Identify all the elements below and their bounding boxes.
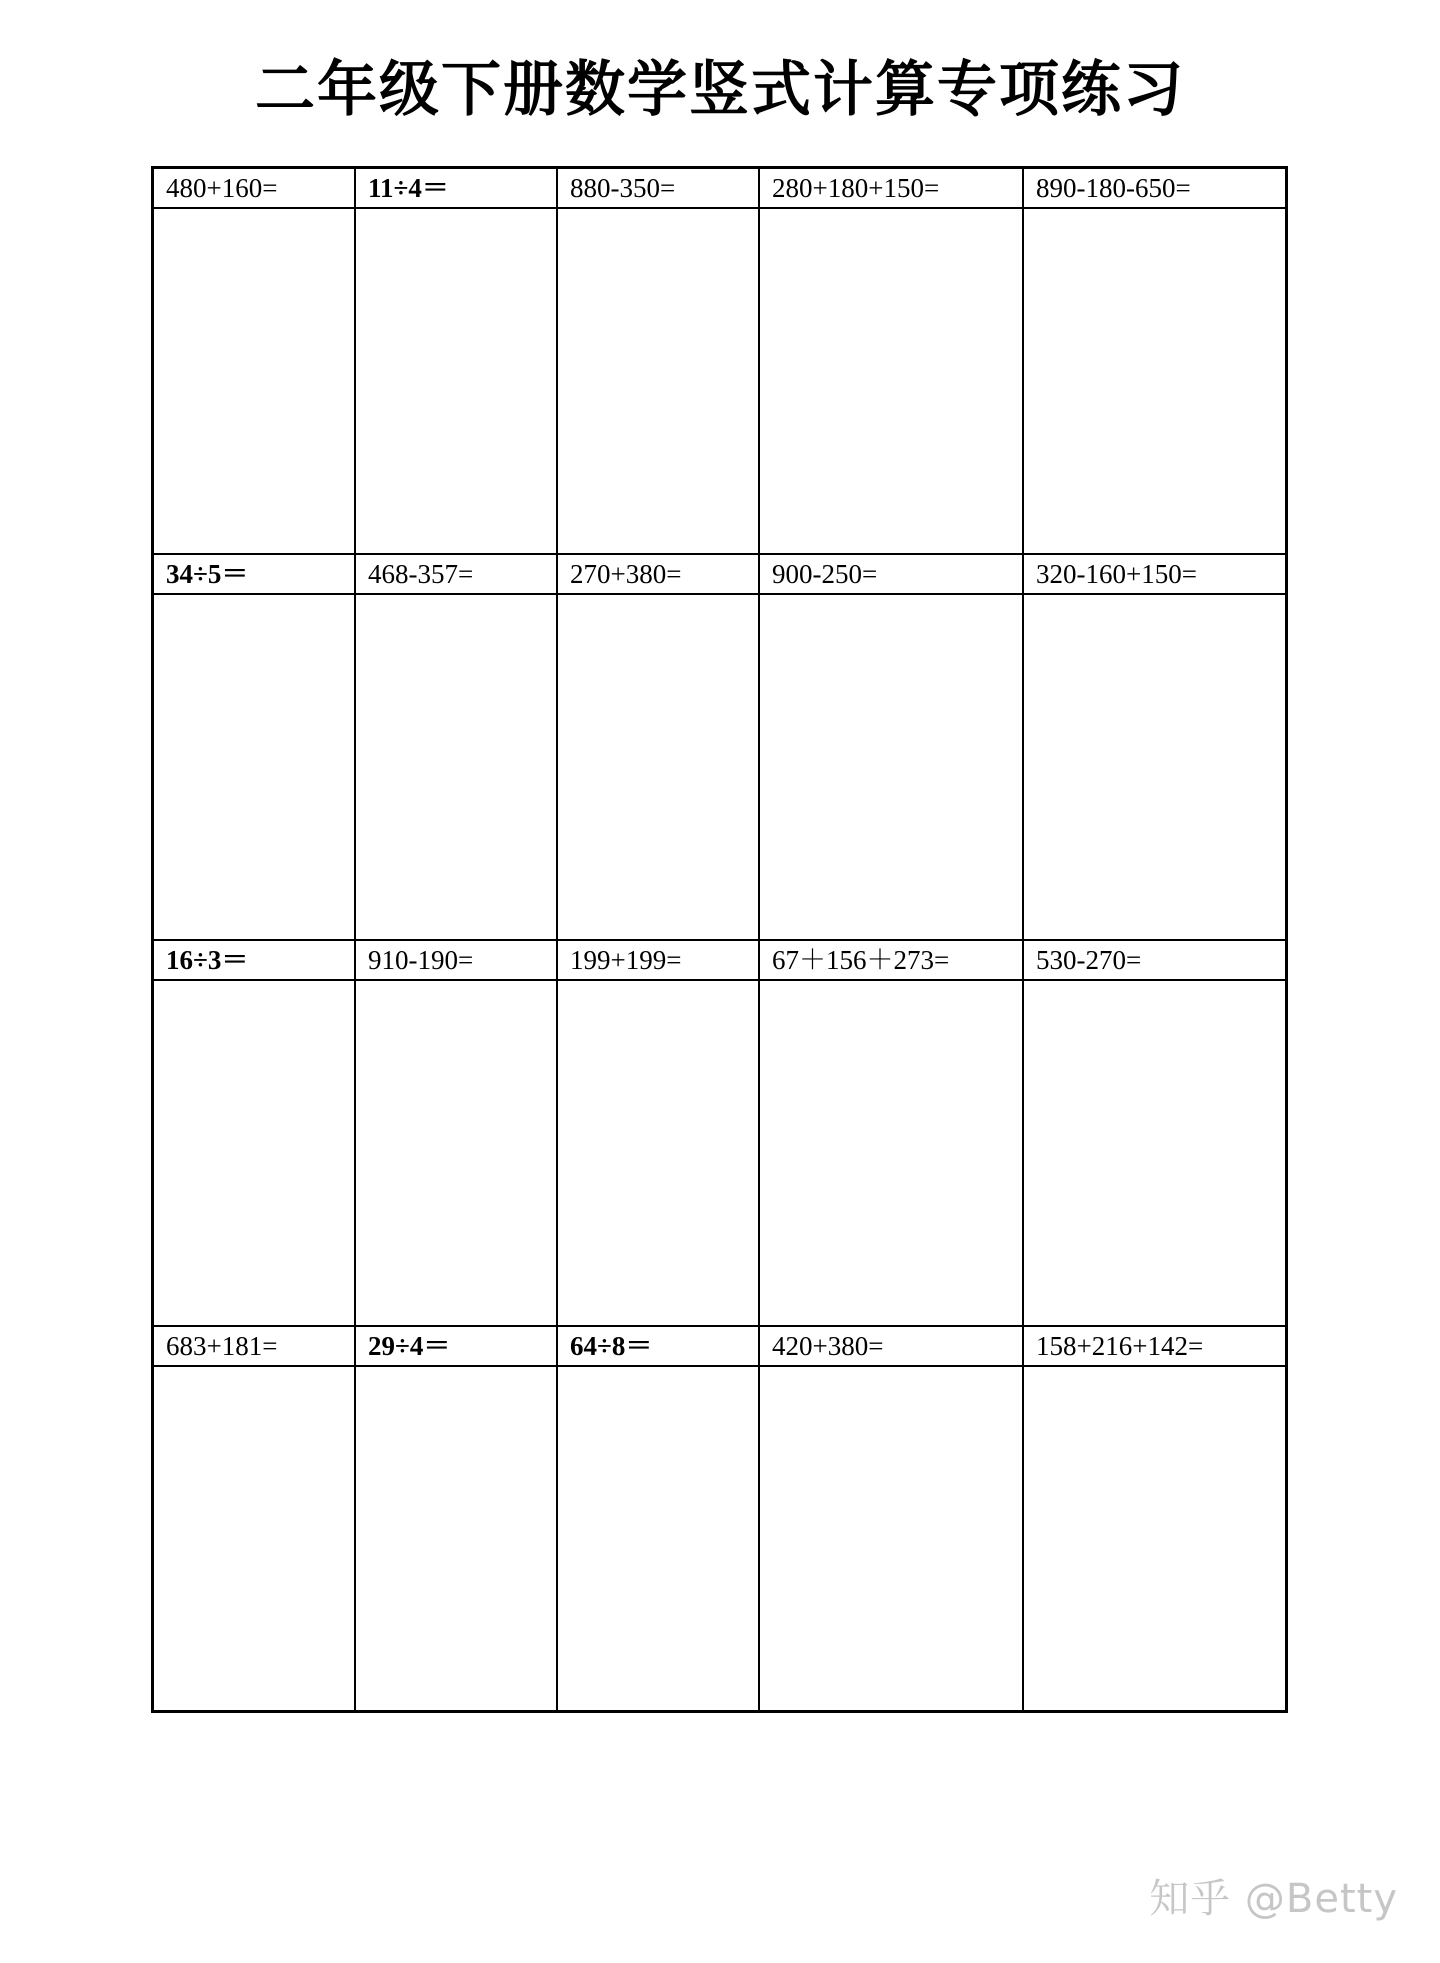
work-area xyxy=(154,209,354,553)
problem-row xyxy=(154,555,1285,941)
problem-cell xyxy=(558,169,760,553)
worksheet-title: 二年级下册数学竖式计算专项练习 xyxy=(255,55,1185,125)
problem-cell xyxy=(154,555,356,939)
work-area xyxy=(154,595,354,939)
work-area xyxy=(558,1367,758,1710)
problem-text: 683+181= xyxy=(154,1327,354,1367)
problem-cell xyxy=(760,941,1024,1325)
problem-text: 280+180+150= xyxy=(760,169,1022,209)
problem-cell xyxy=(558,1327,760,1710)
problem-text: 420+380= xyxy=(760,1327,1022,1367)
problem-cell xyxy=(154,1327,356,1710)
problem-text: 67＋156＋273= xyxy=(760,941,1022,981)
work-area xyxy=(1024,209,1285,553)
problem-cell xyxy=(356,555,558,939)
problem-text: 320-160+150= xyxy=(1024,555,1285,595)
problem-cell xyxy=(760,169,1024,553)
problem-cell xyxy=(1024,1327,1285,1710)
problem-cell xyxy=(558,941,760,1325)
work-area xyxy=(558,595,758,939)
work-area xyxy=(760,981,1022,1325)
problem-cell xyxy=(760,1327,1024,1710)
problem-cell xyxy=(154,941,356,1325)
problem-text: 890-180-650= xyxy=(1024,169,1285,209)
problem-text: 16÷3＝ xyxy=(154,941,354,981)
work-area xyxy=(356,595,556,939)
work-area xyxy=(760,209,1022,553)
watermark-text: 知乎 @Betty xyxy=(1149,1876,1398,1922)
work-area xyxy=(356,981,556,1325)
work-area xyxy=(760,1367,1022,1710)
problem-row xyxy=(154,169,1285,555)
problem-text: 34÷5＝ xyxy=(154,555,354,595)
problem-text: 270+380= xyxy=(558,555,758,595)
problem-cell xyxy=(1024,555,1285,939)
work-area xyxy=(1024,1367,1285,1710)
problem-text: 480+160= xyxy=(154,169,354,209)
problem-text: 910-190= xyxy=(356,941,556,981)
problem-text: 530-270= xyxy=(1024,941,1285,981)
work-area xyxy=(1024,981,1285,1325)
problem-text: 11÷4＝ xyxy=(356,169,556,209)
problem-text: 158+216+142= xyxy=(1024,1327,1285,1367)
work-area xyxy=(558,981,758,1325)
work-area xyxy=(760,595,1022,939)
problem-row xyxy=(154,1327,1285,1710)
problem-cell xyxy=(1024,941,1285,1325)
calculation-grid xyxy=(151,166,1288,1713)
problem-cell xyxy=(356,169,558,553)
work-area xyxy=(558,209,758,553)
work-area xyxy=(356,1367,556,1710)
problem-text: 880-350= xyxy=(558,169,758,209)
problem-row xyxy=(154,941,1285,1327)
problem-cell xyxy=(356,941,558,1325)
problem-cell xyxy=(154,169,356,553)
problem-cell xyxy=(1024,169,1285,553)
work-area xyxy=(1024,595,1285,939)
problem-text: 900-250= xyxy=(760,555,1022,595)
problem-text: 199+199= xyxy=(558,941,758,981)
problem-cell xyxy=(356,1327,558,1710)
work-area xyxy=(356,209,556,553)
problem-cell xyxy=(760,555,1024,939)
problem-text: 468-357= xyxy=(356,555,556,595)
problem-text: 64÷8＝ xyxy=(558,1327,758,1367)
work-area xyxy=(154,1367,354,1710)
work-area xyxy=(154,981,354,1325)
problem-cell xyxy=(558,555,760,939)
problem-text: 29÷4＝ xyxy=(356,1327,556,1367)
